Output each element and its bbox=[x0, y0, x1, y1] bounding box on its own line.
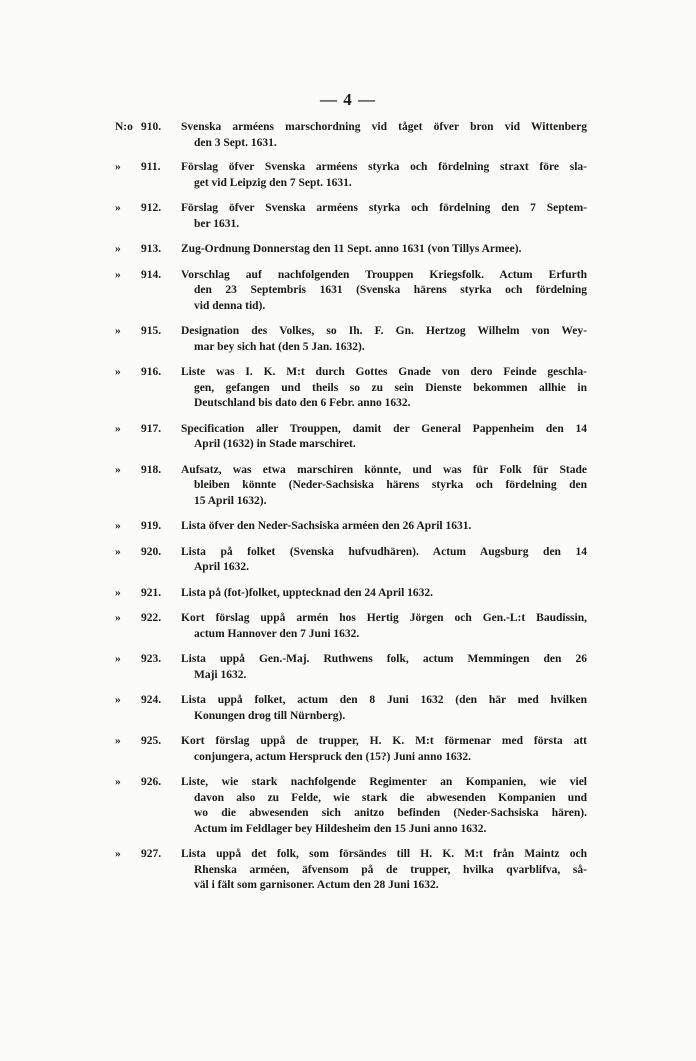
entry-line: Förslag öfver Svenska arméens styrka och fördelning straxt före sla- bbox=[181, 161, 587, 173]
entry-mark: » bbox=[115, 653, 121, 665]
catalog-entry bbox=[115, 365, 587, 412]
entry-text bbox=[181, 365, 587, 412]
entry-line: Svenska arméens marschordning vid tåget öfver bron vid Wittenberg bbox=[181, 121, 587, 133]
entry-mark: » bbox=[115, 422, 121, 435]
entry-mark: » bbox=[115, 545, 121, 558]
catalog-entry bbox=[115, 268, 587, 315]
catalog-entry bbox=[115, 160, 587, 191]
entry-mark: » bbox=[115, 268, 121, 281]
entry-line: väl i fält som garnisoner. Actum den 28 Juni 1632. bbox=[194, 879, 439, 891]
entry-line: den 3 Sept. 1631. bbox=[194, 136, 277, 149]
catalog-entry bbox=[115, 847, 587, 894]
entry-line: gen, gefangen und theils so zu sein Dienste bekommen allhie in bbox=[194, 381, 587, 394]
entry-line: Zug-Ordnung Donnerstag den 11 Sept. anno 1631 (von Tillys Armee). bbox=[181, 243, 522, 255]
entry-mark: » bbox=[115, 366, 121, 378]
entry-number: 915. bbox=[141, 325, 162, 337]
entry-mark: » bbox=[115, 463, 121, 476]
entry-line: conjungera, actum Herspruck den (15?) Juni anno 1632. bbox=[194, 750, 471, 763]
entry-line: Aufsatz, was etwa marschiren könnte, und was für Folk für Stade bbox=[181, 463, 587, 476]
entry-mark: » bbox=[115, 586, 121, 599]
entry-line: April 1632. bbox=[194, 561, 249, 573]
entry-number: 921. bbox=[141, 586, 162, 599]
entry-text bbox=[181, 586, 587, 602]
entry-line: Maji 1632. bbox=[194, 668, 247, 681]
catalog-entry bbox=[115, 519, 587, 535]
entry-number: 913. bbox=[141, 243, 162, 255]
entry-text bbox=[181, 545, 587, 576]
entry-line: Lista uppå det folk, som försändes till H. K. M:t från Maintz och bbox=[181, 848, 587, 860]
entry-line: den 23 Septembris 1631 (Svenska härens styrka och fördelning bbox=[194, 284, 587, 296]
entry-mark: » bbox=[115, 735, 121, 747]
entry-text bbox=[181, 652, 587, 683]
entry-text bbox=[181, 160, 587, 191]
entry-number: 925. bbox=[141, 735, 162, 747]
entry-line: ber 1631. bbox=[194, 217, 240, 230]
entry-line: Lista på (fot-)folket, upptecknad den 24 April 1632. bbox=[181, 586, 434, 599]
entry-line: Liste, wie stark nachfolgende Regimenter an Kompanien, wie viel bbox=[181, 776, 587, 788]
entry-text bbox=[181, 120, 587, 151]
entry-number: 918. bbox=[141, 463, 162, 476]
entry-line: Deutschland bis dato den 6 Febr. anno 1632. bbox=[194, 397, 411, 409]
entry-number: 914. bbox=[141, 268, 162, 281]
catalog-entry bbox=[115, 652, 587, 683]
entry-text bbox=[181, 775, 587, 837]
entry-number: 912. bbox=[141, 202, 162, 214]
entry-mark: N:o bbox=[115, 121, 133, 133]
entry-text bbox=[181, 519, 587, 535]
entry-number: 917. bbox=[141, 422, 162, 435]
entry-mark: » bbox=[115, 776, 121, 788]
entry-line: Konungen drog till Nürnberg). bbox=[194, 709, 346, 722]
entry-list bbox=[115, 120, 587, 894]
entry-text bbox=[181, 463, 587, 510]
entry-line: Vorschlag auf nachfolgenden Trouppen Kriegsfolk. Actum Erfurth bbox=[181, 268, 587, 281]
catalog-entry bbox=[115, 242, 587, 258]
catalog-entry bbox=[115, 463, 587, 510]
entry-number: 924. bbox=[141, 694, 162, 706]
entry-line: Kort förslag uppå de trupper, H. K. M:t förmenar med första att bbox=[181, 735, 587, 747]
entry-line: Specification aller Trouppen, damit der General Pappenheim den 14 bbox=[181, 422, 587, 435]
catalog-entry bbox=[115, 422, 587, 453]
entry-mark: » bbox=[115, 612, 121, 624]
entry-number: 923. bbox=[141, 653, 162, 665]
entry-line: 15 April 1632). bbox=[194, 494, 267, 507]
entry-line: Lista på folket (Svenska hufvudhären). Actum Augsburg den 14 bbox=[181, 545, 587, 558]
entry-text bbox=[181, 611, 587, 642]
entry-text bbox=[181, 242, 587, 258]
entry-text bbox=[181, 324, 587, 355]
entry-line: mar bey sich hat (den 5 Jan. 1632). bbox=[194, 340, 365, 353]
entry-number: 920. bbox=[141, 545, 162, 558]
entry-line: Lista öfver den Neder-Sachsiska arméen den 26 April 1631. bbox=[181, 520, 472, 532]
entry-line: April (1632) in Stade marschiret. bbox=[194, 438, 356, 450]
entry-mark: » bbox=[115, 243, 121, 255]
catalog-entry bbox=[115, 324, 587, 355]
entry-text bbox=[181, 693, 587, 724]
entry-line: davon also zu Felde, wie stark die abwesenden Kompanien und bbox=[194, 791, 587, 804]
entry-line: actum Hannover den 7 Juni 1632. bbox=[194, 627, 360, 640]
entry-line: Förslag öfver Svenska arméens styrka och fördelning den 7 Septem- bbox=[181, 202, 587, 214]
page-number: — 4 — bbox=[320, 90, 376, 109]
entry-number: 911. bbox=[141, 161, 161, 173]
catalog-entry bbox=[115, 120, 587, 151]
catalog-entry bbox=[115, 586, 587, 602]
entry-mark: » bbox=[115, 848, 121, 860]
entry-line: Designation des Volkes, so Ih. F. Gn. Hertzog Wilhelm von Wey- bbox=[181, 325, 587, 337]
entry-line: Rhenska arméen, äfvensom på de trupper, hvilka qvarblifva, så- bbox=[194, 863, 587, 876]
catalog-entry bbox=[115, 775, 587, 837]
entry-text bbox=[181, 422, 587, 453]
entry-line: Lista uppå Gen.-Maj. Ruthwens folk, actum Memmingen den 26 bbox=[181, 653, 587, 665]
entry-line: wo die abwesenden sich anitzo befinden (Neder-Sachsiska hären). bbox=[194, 807, 587, 819]
entry-number: 916. bbox=[141, 366, 162, 378]
entry-mark: » bbox=[115, 325, 121, 337]
entry-line: Lista uppå folket, actum den 8 Juni 1632 (den här med hvilken bbox=[181, 694, 587, 706]
entry-line: Actum im Feldlager bey Hildesheim den 15 Juni anno 1632. bbox=[194, 822, 487, 835]
catalog-entry bbox=[115, 693, 587, 724]
entry-mark: » bbox=[115, 161, 121, 173]
catalog-entry bbox=[115, 545, 587, 576]
entry-number: 922. bbox=[141, 612, 162, 624]
entry-mark: » bbox=[115, 202, 121, 214]
entry-text bbox=[181, 847, 587, 894]
entry-text bbox=[181, 201, 587, 232]
catalog-entry bbox=[115, 611, 587, 642]
entry-number: 927. bbox=[141, 848, 162, 860]
catalog-entry bbox=[115, 734, 587, 765]
entry-line: Liste was I. K. M:t durch Gottes Gnade von dero Feinde geschla- bbox=[181, 366, 587, 378]
entry-text bbox=[181, 268, 587, 315]
entry-number: 919. bbox=[141, 520, 162, 532]
entry-text bbox=[181, 734, 587, 765]
entry-line: bleiben könnte (Neder-Sachsiska härens styrka och fördelning den bbox=[194, 479, 587, 491]
catalog-entry bbox=[115, 201, 587, 232]
entry-number: 926. bbox=[141, 776, 162, 788]
entry-mark: » bbox=[115, 694, 121, 706]
entry-line: get vid Leipzig den 7 Sept. 1631. bbox=[194, 176, 352, 189]
entry-line: vid denna tid). bbox=[194, 299, 266, 312]
entry-mark: » bbox=[115, 520, 121, 532]
entry-line: Kort förslag uppå armén hos Hertig Jörgen och Gen.-L:t Baudissin, bbox=[181, 612, 587, 624]
entry-number: 910. bbox=[141, 121, 162, 133]
